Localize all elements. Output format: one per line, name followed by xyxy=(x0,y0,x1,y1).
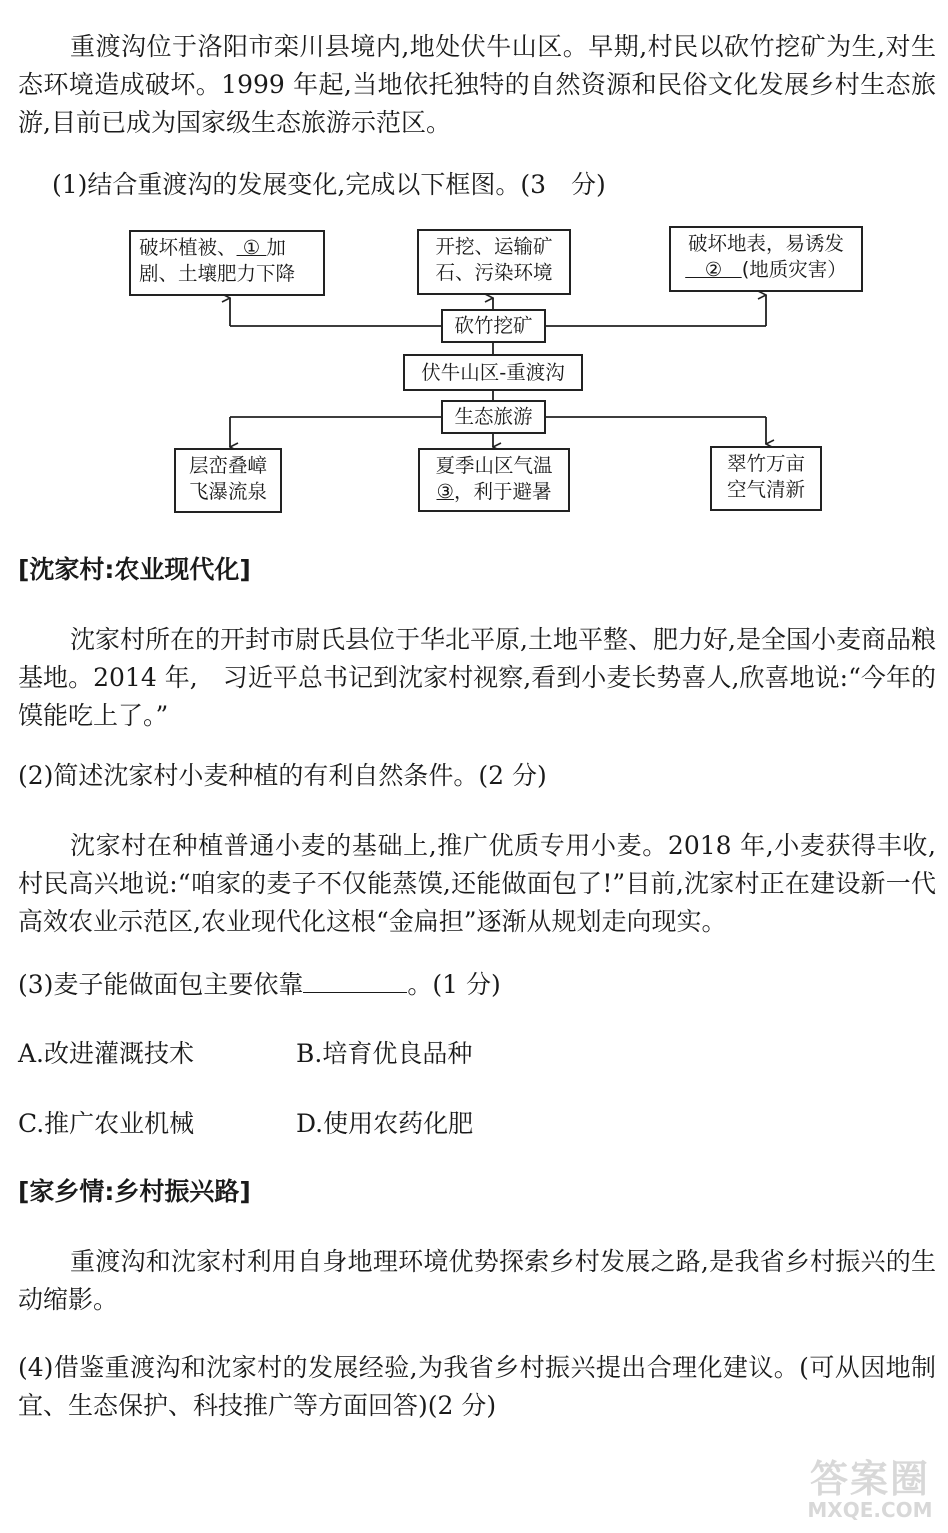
box-bottom-right xyxy=(710,446,822,511)
section-3-paragraph: 重渡沟和沈家村利用自身地理环境优势探索乡村发展之路,是我省乡村振兴的生动缩影。 xyxy=(18,1247,936,1314)
option-c: C.推广农业机械 xyxy=(18,1109,195,1138)
question-4: (4)借鉴重渡沟和沈家村的发展经验,为我省乡村振兴提出合理化建议。(可从因地制宜、生态保护、科技推广等方面回答)(2 分) xyxy=(18,1353,936,1420)
blank-1: ① xyxy=(236,236,267,259)
box-top-left-line1-end: 加 xyxy=(266,236,286,259)
blank-2: ② xyxy=(685,258,742,281)
lower-hub-label: 生态旅游 xyxy=(454,405,533,428)
box-top-mid-line2: 石、污染环境 xyxy=(435,261,553,284)
box-bottom-mid-line1: 夏季山区气温 xyxy=(435,454,553,477)
option-b: B.培育优良品种 xyxy=(296,1039,473,1068)
answer-blank xyxy=(303,968,407,993)
box-top-left xyxy=(129,230,325,296)
box-bottom-mid xyxy=(418,448,570,512)
upper-hub-label: 砍竹挖矿 xyxy=(454,314,533,337)
blank-3: ③ xyxy=(436,480,454,503)
box-top-right-line1: 破坏地表，易诱发 xyxy=(687,232,844,255)
question-1: (1)结合重渡沟的发展变化,完成以下框图。(3 分) xyxy=(52,170,606,199)
box-lower-hub xyxy=(441,400,546,434)
box-top-mid xyxy=(417,229,571,295)
watermark-domain: MXQE.COM xyxy=(807,1498,933,1522)
box-bottom-left-line1: 层峦叠嶂 xyxy=(188,454,267,477)
option-a: A.改进灌溉技术 xyxy=(18,1039,195,1068)
question-3-score: 。(1 分) xyxy=(407,970,501,999)
box-bottom-left-line2: 飞瀑流泉 xyxy=(188,480,267,503)
box-upper-hub xyxy=(441,309,546,343)
box-top-mid-line1: 开挖、运输矿 xyxy=(435,235,553,258)
watermark-logo xyxy=(800,1459,940,1527)
question-2: (2)简述沈家村小麦种植的有利自然条件。(2 分) xyxy=(18,761,547,790)
box-bottom-mid-line2: ，利于避暑 xyxy=(453,480,552,503)
center-label: 伏牛山区-重渡沟 xyxy=(421,361,565,384)
section-2-paragraph: 沈家村所在的开封市尉氏县位于华北平原,土地平整、肥力好,是全国小麦商品粮基地。2014 年, 习近平总书记到沈家村视察,看到小麦长势喜人,欣喜地说:“今年的馍能吃上了。” xyxy=(18,625,936,730)
section-3-heading: [家乡情:乡村振兴路] xyxy=(18,1177,251,1206)
box-top-right xyxy=(669,226,863,292)
watermark-text: 答案圈 xyxy=(809,1457,930,1501)
option-d: D.使用农药化肥 xyxy=(296,1109,474,1138)
box-top-left-line2: 剧、土壤肥力下降 xyxy=(139,262,296,285)
box-top-left-line1: 破坏植被、 xyxy=(139,236,237,259)
question-3 xyxy=(18,968,501,1002)
section-2-heading: [沈家村:农业现代化] xyxy=(18,555,251,584)
box-top-right-line2: (地质灾害） xyxy=(741,258,847,281)
box-center xyxy=(403,354,583,391)
box-bottom-left xyxy=(174,448,282,513)
question-3-text: (3)麦子能做面包主要依靠 xyxy=(18,970,304,999)
intro-paragraph: 重渡沟位于洛阳市栾川县境内,地处伏牛山区。早期,村民以砍竹挖矿为生,对生态环境造成破坏。1999 年起,当地依托独特的自然资源和民俗文化发展乡村生态旅游,目前已成为国家级生态旅游示范区。 xyxy=(18,32,936,137)
box-bottom-right-line1: 翠竹万亩 xyxy=(726,452,805,475)
section-2-paragraph-2: 沈家村在种植普通小麦的基础上,推广优质专用小麦。2018 年,小麦获得丰收,村民高兴地说:“咱家的麦子不仅能蒸馍,还能做面包了!”目前,沈家村正在建设新一代高效农业示范区,农业现代化这根“金扁担”逐渐从规划走向现实。 xyxy=(18,831,936,936)
box-bottom-right-line2: 空气清新 xyxy=(726,478,805,501)
